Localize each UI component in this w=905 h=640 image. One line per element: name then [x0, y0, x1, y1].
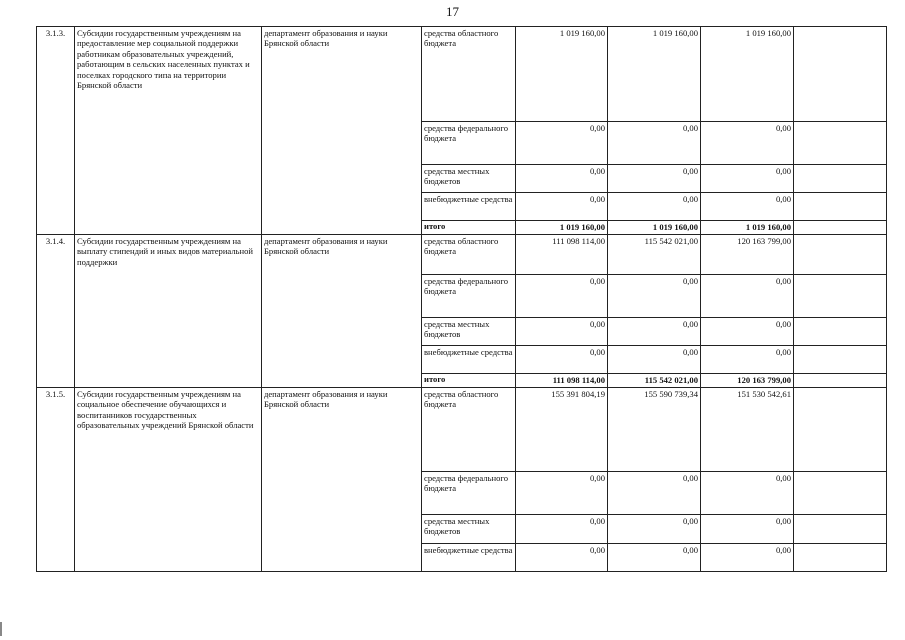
item-executor: департамент образования и науки Брянской области [262, 27, 422, 235]
empty-cell [794, 193, 887, 221]
amount-year-1: 0,00 [516, 275, 608, 318]
funding-source: средства федерального бюджета [422, 472, 516, 515]
amount-year-3: 120 163 799,00 [701, 235, 794, 275]
empty-cell [794, 388, 887, 472]
amount-year-3: 1 019 160,00 [701, 27, 794, 122]
amount-year-1: 0,00 [516, 472, 608, 515]
empty-cell [794, 221, 887, 235]
amount-year-1: 1 019 160,00 [516, 221, 608, 235]
empty-cell [794, 122, 887, 165]
empty-cell [794, 472, 887, 515]
empty-cell [794, 27, 887, 122]
amount-year-1: 1 019 160,00 [516, 27, 608, 122]
funding-source: средства областного бюджета [422, 27, 516, 122]
amount-year-2: 0,00 [608, 472, 701, 515]
table-row [37, 27, 887, 122]
funding-source-total: итого [422, 374, 516, 388]
amount-year-1: 111 098 114,00 [516, 374, 608, 388]
amount-year-3: 0,00 [701, 515, 794, 544]
amount-year-3: 0,00 [701, 544, 794, 572]
amount-year-2: 115 542 021,00 [608, 374, 701, 388]
item-number: 3.1.5. [37, 388, 75, 572]
amount-year-1: 155 391 804,19 [516, 388, 608, 472]
funding-source: средства федерального бюджета [422, 122, 516, 165]
item-executor: департамент образования и науки Брянской области [262, 388, 422, 572]
scan-edge-mark [0, 622, 2, 636]
funding-source: средства областного бюджета [422, 235, 516, 275]
funding-source: внебюджетные средства [422, 346, 516, 374]
empty-cell [794, 165, 887, 193]
amount-year-1: 0,00 [516, 165, 608, 193]
amount-year-3: 151 530 542,61 [701, 388, 794, 472]
item-name: Субсидии государственным учреждениям на социальное обеспечение обучающихся и воспитанников государственных образовательных учреждений Брянской области [75, 388, 262, 572]
amount-year-2: 0,00 [608, 165, 701, 193]
empty-cell [794, 235, 887, 275]
amount-year-3: 0,00 [701, 472, 794, 515]
funding-source: средства местных бюджетов [422, 515, 516, 544]
table-row [37, 388, 887, 472]
funding-source: внебюджетные средства [422, 193, 516, 221]
item-name: Субсидии государственным учреждениям на предоставление мер социальной поддержки работникам образовательных учреждений, работающим в сельских населенных пунктах и поселках городского типа на территории Брянской области [75, 27, 262, 235]
item-executor: департамент образования и науки Брянской области [262, 235, 422, 388]
empty-cell [794, 346, 887, 374]
amount-year-3: 0,00 [701, 275, 794, 318]
item-number: 3.1.4. [37, 235, 75, 388]
amount-year-2: 0,00 [608, 122, 701, 165]
empty-cell [794, 515, 887, 544]
amount-year-1: 0,00 [516, 193, 608, 221]
amount-year-1: 0,00 [516, 122, 608, 165]
item-name: Субсидии государственным учреждениям на выплату стипендий и иных видов материальной поддержки [75, 235, 262, 388]
page-number: 17 [446, 4, 459, 19]
amount-year-2: 0,00 [608, 544, 701, 572]
amount-year-2: 115 542 021,00 [608, 235, 701, 275]
funding-source: внебюджетные средства [422, 544, 516, 572]
funding-source: средства местных бюджетов [422, 165, 516, 193]
funding-source: средства федерального бюджета [422, 275, 516, 318]
amount-year-1: 0,00 [516, 318, 608, 346]
amount-year-3: 0,00 [701, 318, 794, 346]
empty-cell [794, 318, 887, 346]
amount-year-3: 0,00 [701, 193, 794, 221]
budget-table [36, 26, 887, 572]
funding-source: средства областного бюджета [422, 388, 516, 472]
amount-year-2: 155 590 739,34 [608, 388, 701, 472]
funding-source-total: итого [422, 221, 516, 235]
amount-year-3: 0,00 [701, 346, 794, 374]
amount-year-2: 0,00 [608, 193, 701, 221]
empty-cell [794, 275, 887, 318]
amount-year-2: 0,00 [608, 346, 701, 374]
amount-year-3: 1 019 160,00 [701, 221, 794, 235]
amount-year-3: 0,00 [701, 122, 794, 165]
amount-year-1: 111 098 114,00 [516, 235, 608, 275]
amount-year-3: 120 163 799,00 [701, 374, 794, 388]
amount-year-2: 1 019 160,00 [608, 221, 701, 235]
empty-cell [794, 374, 887, 388]
amount-year-2: 0,00 [608, 318, 701, 346]
empty-cell [794, 544, 887, 572]
amount-year-1: 0,00 [516, 346, 608, 374]
amount-year-2: 0,00 [608, 515, 701, 544]
amount-year-1: 0,00 [516, 515, 608, 544]
amount-year-3: 0,00 [701, 165, 794, 193]
amount-year-2: 1 019 160,00 [608, 27, 701, 122]
table-row [37, 235, 887, 275]
funding-source: средства местных бюджетов [422, 318, 516, 346]
amount-year-2: 0,00 [608, 275, 701, 318]
amount-year-1: 0,00 [516, 544, 608, 572]
item-number: 3.1.3. [37, 27, 75, 235]
